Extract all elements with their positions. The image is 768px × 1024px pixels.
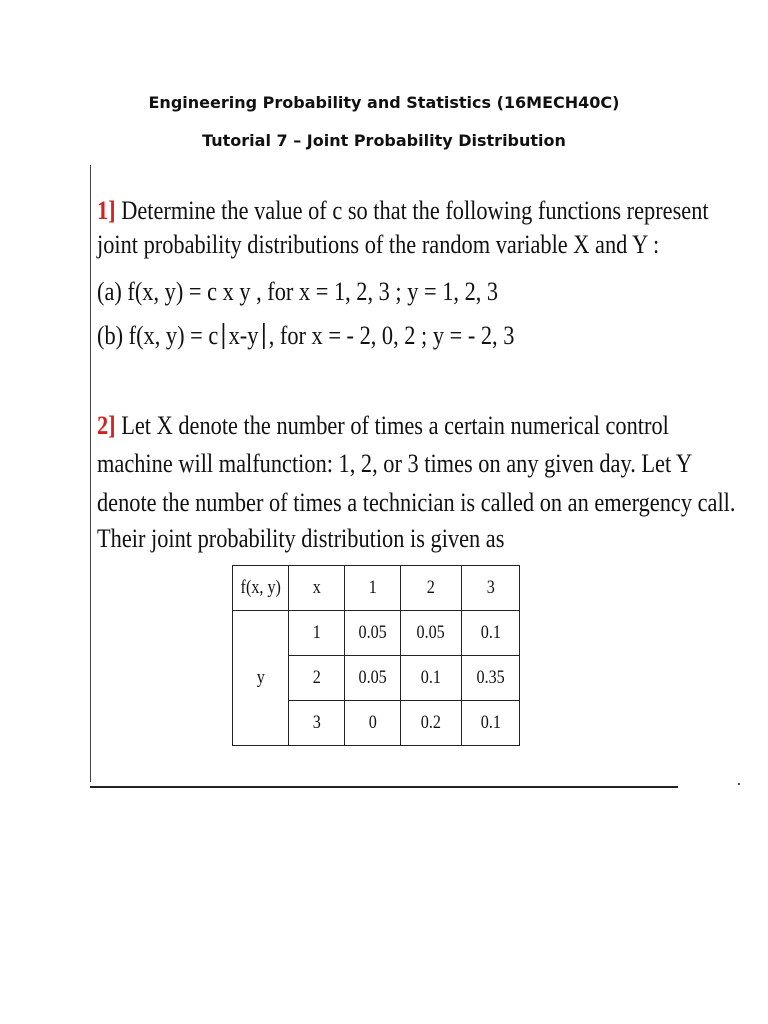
x-value-cell: 2 — [401, 566, 462, 611]
y-value-cell: 3 — [289, 701, 345, 746]
corner-cell: f(x, y) — [233, 566, 289, 611]
y-label-cell: y — [233, 611, 289, 746]
question-2-line-3: denote the number of times a technician is called on an emergency call. — [97, 488, 736, 517]
probability-cell: 0.05 — [345, 611, 401, 656]
part-b-abs-expression: x-y — [228, 321, 259, 350]
question-2-line-4: Their joint probability distribution is given as — [97, 524, 505, 553]
x-value-cell: 1 — [345, 566, 401, 611]
probability-cell: 0.05 — [345, 656, 401, 701]
stray-mark — [738, 783, 740, 785]
y-value-cell: 2 — [289, 656, 345, 701]
probability-cell: 0 — [345, 701, 401, 746]
question-2-number: 2] — [97, 411, 116, 440]
x-label-cell: x — [289, 566, 345, 611]
table-header-row — [233, 566, 520, 611]
probability-cell: 0.05 — [401, 611, 462, 656]
question-2-line-2: machine will malfunction: 1, 2, or 3 times on any given day. Let Y — [97, 449, 693, 478]
question-1-part-a: (a) f(x, y) = c x y , for x = 1, 2, 3 ; y = 1, 2, 3 — [97, 277, 499, 306]
question-2-line-1 — [97, 410, 669, 442]
question-1-text: Determine the value of c so that the following functions represent — [121, 196, 709, 225]
x-value-cell: 3 — [462, 566, 520, 611]
absolute-value-bar-right — [263, 323, 265, 349]
part-b-prefix: (b) f(x, y) = c — [97, 321, 219, 350]
question-2-text: Let X denote the number of times a certain numerical control — [121, 411, 669, 440]
question-1-part-b — [97, 320, 514, 352]
absolute-value-bar-left — [223, 323, 225, 349]
joint-probability-table — [232, 565, 520, 746]
question-1-line-2: joint probability distributions of the random variable X and Y : — [97, 230, 660, 259]
question-1-number: 1] — [97, 196, 116, 225]
left-margin-rule — [90, 165, 91, 782]
probability-cell: 0.1 — [401, 656, 462, 701]
probability-cell: 0.2 — [401, 701, 462, 746]
probability-cell: 0.1 — [462, 701, 520, 746]
table-row — [233, 611, 520, 656]
probability-cell: 0.1 — [462, 611, 520, 656]
part-b-suffix: , for x = - 2, 0, 2 ; y = - 2, 3 — [268, 321, 515, 350]
bottom-rule — [90, 786, 678, 788]
y-value-cell: 1 — [289, 611, 345, 656]
probability-cell: 0.35 — [462, 656, 520, 701]
question-1-line-1 — [97, 195, 709, 227]
tutorial-title: Tutorial 7 – Joint Probability Distribution — [202, 131, 566, 150]
course-title: Engineering Probability and Statistics (16MECH40C) — [148, 93, 620, 112]
